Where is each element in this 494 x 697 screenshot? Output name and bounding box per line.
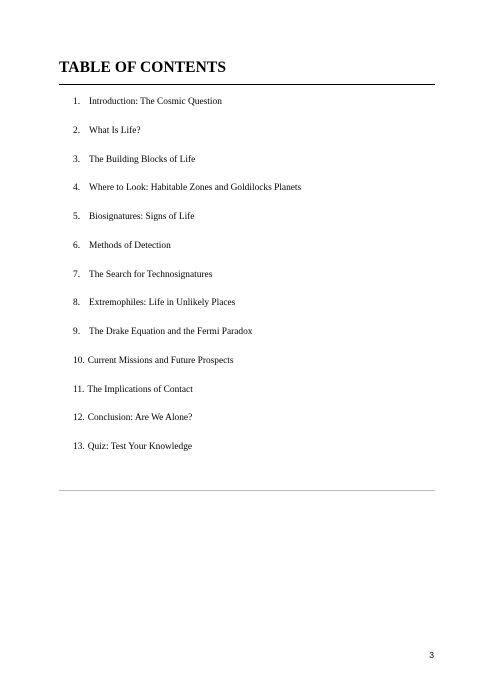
toc-item-label: The Building Blocks of Life (89, 154, 196, 165)
toc-item-number: 4. (73, 183, 81, 194)
toc-item[interactable] (73, 95, 301, 124)
toc-item-number: 12. (73, 413, 85, 424)
page-number: 3 (429, 650, 434, 660)
toc-item-label: Extremophiles: Life in Unlikely Places (89, 298, 236, 309)
toc-item-number: 8. (73, 298, 81, 309)
toc-item[interactable] (73, 210, 301, 239)
toc-item-number: 6. (73, 240, 81, 251)
toc-item[interactable] (73, 181, 301, 210)
toc-item-number: 11. (73, 384, 85, 395)
toc-item[interactable] (73, 153, 301, 182)
toc-item-number: 10. (73, 355, 85, 366)
table-of-contents (73, 95, 301, 469)
toc-item[interactable] (73, 354, 301, 383)
toc-item-label: The Implications of Contact (87, 384, 193, 395)
toc-item-label: Where to Look: Habitable Zones and Goldilocks Planets (89, 183, 302, 194)
toc-item-label: The Drake Equation and the Fermi Paradox (89, 327, 253, 337)
toc-item-number: 13. (73, 442, 85, 452)
toc-item-label: Conclusion: Are We Alone? (87, 413, 193, 424)
toc-item-number: 9. (73, 327, 81, 337)
toc-item[interactable] (73, 325, 301, 354)
toc-item-number: 2. (73, 125, 81, 136)
toc-item-number: 1. (73, 97, 81, 107)
toc-item[interactable] (73, 124, 301, 153)
toc-item[interactable] (73, 268, 301, 297)
page-title: TABLE OF CONTENTS (59, 59, 227, 76)
toc-item[interactable] (73, 239, 301, 268)
toc-item-label: Introduction: The Cosmic Question (89, 97, 222, 107)
toc-item[interactable] (73, 411, 301, 440)
title-divider (59, 84, 435, 85)
toc-item-label: Biosignatures: Signs of Life (89, 212, 195, 222)
toc-item-label: What Is Life? (89, 125, 141, 136)
toc-item[interactable] (73, 440, 301, 469)
section-divider (59, 490, 435, 491)
toc-item-number: 7. (73, 269, 81, 280)
toc-item[interactable] (73, 383, 301, 412)
toc-item-number: 5. (73, 212, 81, 222)
toc-item-label: The Search for Technosignatures (89, 269, 213, 280)
toc-item[interactable] (73, 296, 301, 325)
toc-item-label: Current Missions and Future Prospects (87, 355, 234, 366)
toc-item-label: Methods of Detection (89, 240, 171, 251)
toc-item-label: Quiz: Test Your Knowledge (87, 442, 193, 452)
toc-item-number: 3. (73, 154, 81, 165)
